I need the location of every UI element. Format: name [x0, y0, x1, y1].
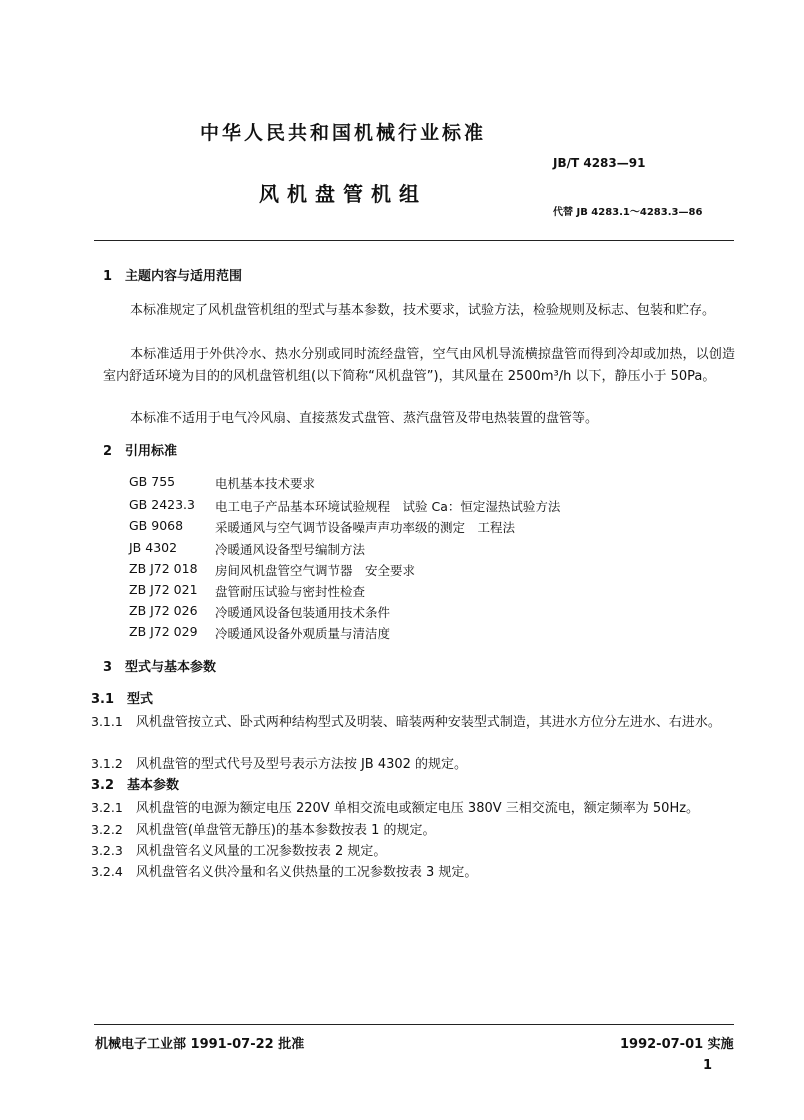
ref-title: 电工电子产品基本环境试验规程 试验 Ca：恒定湿热试验方法: [215, 499, 561, 514]
org-title: 中华人民共和国机械行业标准: [200, 122, 487, 144]
subsection-3-1-heading: 3.1 型式: [91, 692, 154, 707]
clause-number: 3.2.2: [91, 822, 123, 837]
clause-text: 风机盘管名义风量的工况参数按表 2 规定。: [135, 844, 387, 859]
standard-code: JB/T 4283—91: [553, 156, 646, 170]
section-1-paragraph-3: [103, 408, 735, 430]
section-1-paragraph-1: [103, 300, 735, 322]
section-1-heading: 1 主题内容与适用范围: [103, 269, 243, 284]
ref-code: ZB J72 026: [129, 603, 198, 618]
clause-3-2-1: [91, 797, 699, 819]
ref-title: 冷暖通风设备包装通用技术条件: [215, 605, 391, 620]
clause-number: 3.2.3: [91, 843, 123, 858]
ref-title: 电机基本技术要求: [215, 476, 316, 491]
header-rule: [94, 240, 734, 241]
ref-title: 冷暖通风设备型号编制方法: [215, 542, 366, 557]
ref-code: ZB J72 029: [129, 624, 198, 639]
subsection-3-2-heading: 3.2 基本参数: [91, 778, 180, 793]
section-1-paragraph-3-text: 本标准不适用于电气冷风扇、直接蒸发式盘管、蒸汽盘管及带电热装置的盘管等。: [130, 411, 599, 426]
clause-3-2-2: [91, 819, 436, 841]
clause-text: 风机盘管的电源为额定电压 220V 单相交流电或额定电压 380V 三相交流电，额定频率为 50Hz。: [135, 801, 700, 816]
clause-number: 3.1.2: [91, 756, 123, 771]
ref-title: 房间风机盘管空气调节器 安全要求: [215, 563, 416, 578]
section-2-heading: 2 引用标准: [103, 444, 178, 459]
ref-code: JB 4302: [129, 540, 178, 555]
ref-code: GB 755: [129, 474, 176, 489]
clause-number: 3.2.1: [91, 800, 123, 815]
clause-3-1-1: [91, 711, 735, 734]
clause-number: 3.2.4: [91, 864, 123, 879]
ref-code: ZB J72 021: [129, 582, 198, 597]
effective-date: 1992-07-01 实施: [620, 1037, 734, 1052]
clause-3-1-2: [91, 753, 467, 775]
replaces-note: 代替 JB 4283.1～4283.3—86: [553, 207, 703, 218]
clause-number: 3.1.1: [91, 714, 123, 729]
document-title: 风机盘管机组: [259, 182, 427, 206]
section-3-heading: 3 型式与基本参数: [103, 660, 217, 675]
clause-text: 风机盘管的型式代号及型号表示方法按 JB 4302 的规定。: [135, 757, 468, 772]
footer-rule: [94, 1024, 734, 1025]
clause-text: 风机盘管按立式、卧式两种结构型式及明装、暗装两种安装型式制造，其进水方位分左进水、右进水。: [135, 715, 721, 730]
clause-text: 风机盘管名义供冷量和名义供热量的工况参数按表 3 规定。: [135, 865, 478, 880]
section-1-paragraph-2-text: 本标准适用于外供冷水、热水分别或同时流经盘管，空气由风机导流横掠盘管而得到冷却或加热，以创造室内舒适环境为目的的风机盘管机组(以下简称“风机盘管”)，其风量在 2500m³/h 以下，静压小于 50Pa。: [103, 347, 735, 384]
page-number: 1: [703, 1058, 713, 1073]
ref-code: ZB J72 018: [129, 561, 198, 576]
section-1-paragraph-2: [103, 344, 735, 388]
ref-code: GB 9068: [129, 518, 184, 533]
approval-note: 机械电子工业部 1991-07-22 批准: [95, 1037, 305, 1052]
ref-code: GB 2423.3: [129, 497, 195, 512]
ref-title: 盘管耐压试验与密封性检查: [215, 584, 366, 599]
clause-3-2-3: [91, 840, 386, 862]
ref-title: 采暖通风与空气调节设备噪声声功率级的测定 工程法: [215, 520, 516, 535]
clause-3-2-4: [91, 861, 477, 883]
ref-title: 冷暖通风设备外观质量与清洁度: [215, 626, 391, 641]
clause-text: 风机盘管(单盘管无静压)的基本参数按表 1 的规定。: [135, 823, 436, 838]
section-1-paragraph-1-text: 本标准规定了风机盘管机组的型式与基本参数，技术要求，试验方法，检验规则及标志、包装和贮存。: [130, 303, 716, 318]
